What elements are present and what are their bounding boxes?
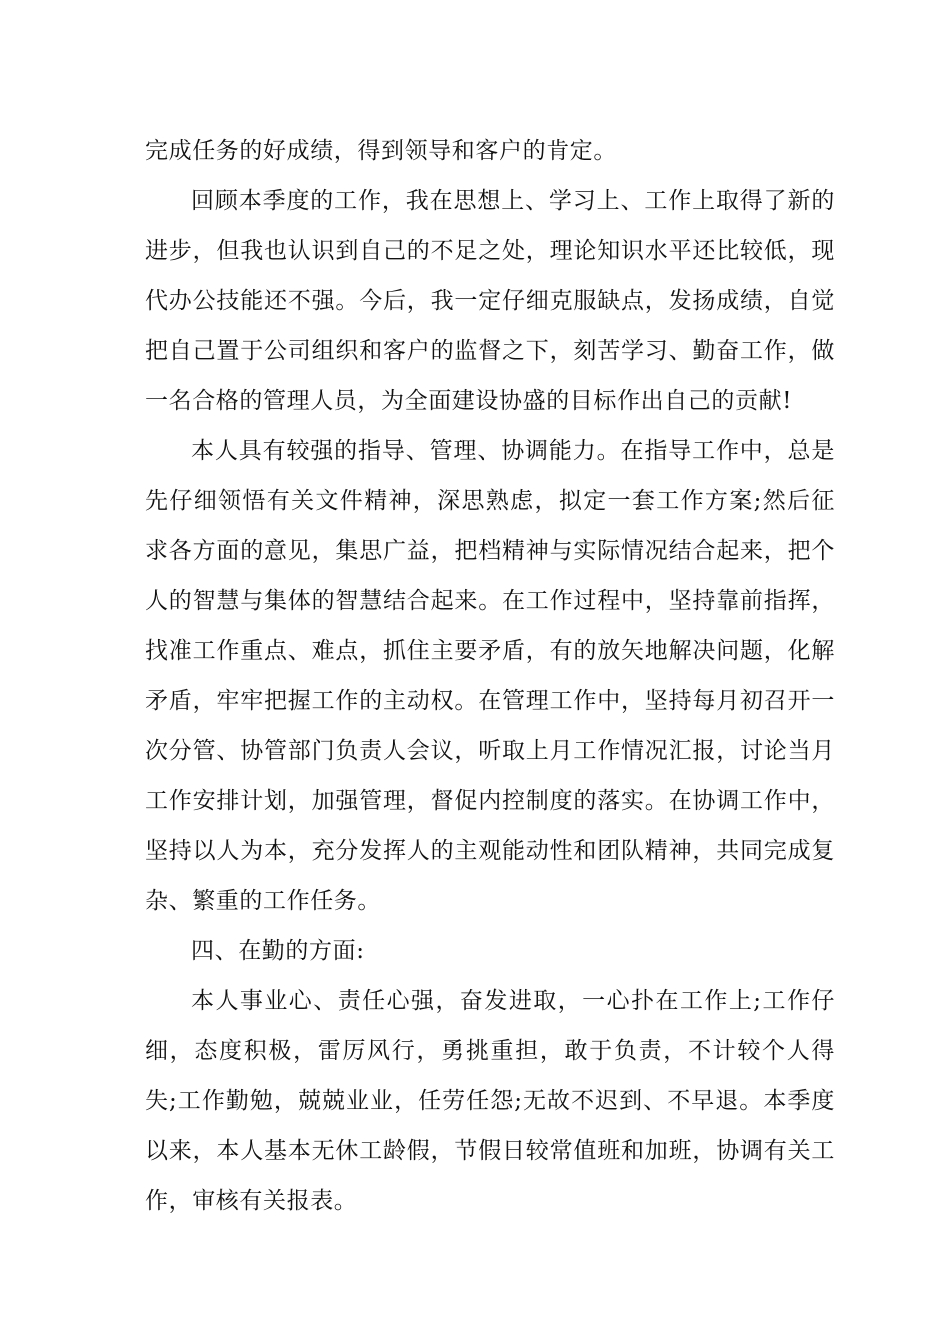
paragraph-abilities: 本人具有较强的指导、管理、协调能力。在指导工作中，总是先仔细领悟有关文件精神，深思熟虑，拟定一套工作方案;然后征求各方面的意见，集思广益，把档精神与实际情况结合起来，把个人的智慧与集体的智慧结合起来。在工作过程中，坚持靠前指挥，找准工作重点、难点，抓住主要矛盾，有的放矢地解决问题，化解矛盾，牢牢把握工作的主动权。在管理工作中，坚持每月初召开一次分管、协管部门负责人会议，听取上月工作情况汇报，讨论当月工作安排计划，加强管理，督促内控制度的落实。在协调工作中，坚持以人为本，充分发挥人的主观能动性和团队精神，共同完成复杂、繁重的工作任务。 bbox=[145, 438, 835, 914]
section-heading-diligence: 四、在勤的方面: bbox=[191, 938, 365, 964]
paragraph-diligence: 本人事业心、责任心强，奋发进取，一心扑在工作上;工作仔细，态度积极，雷厉风行，勇挑重担，敢于负责，不计较个人得失;工作勤勉，兢兢业业，任劳任怨;无故不迟到、不早退。本季度以来，本人基本无休工龄假，节假日较常值班和加班，协调有关工作，审核有关报表。 bbox=[145, 988, 835, 1214]
paragraph-review: 回顾本季度的工作，我在思想上、学习上、工作上取得了新的进步，但我也认识到自己的不足之处，理论知识水平还比较低，现代办公技能还不强。今后，我一定仔细克服缺点，发扬成绩，自觉把自己置于公司组织和客户的监督之下，刻苦学习、勤奋工作，做一名合格的管理人员，为全面建设协盛的目标作出自己的贡献! bbox=[145, 188, 835, 414]
document-body bbox=[145, 126, 835, 1226]
paragraph-continuation: 完成任务的好成绩，得到领导和客户的肯定。 bbox=[145, 138, 617, 164]
